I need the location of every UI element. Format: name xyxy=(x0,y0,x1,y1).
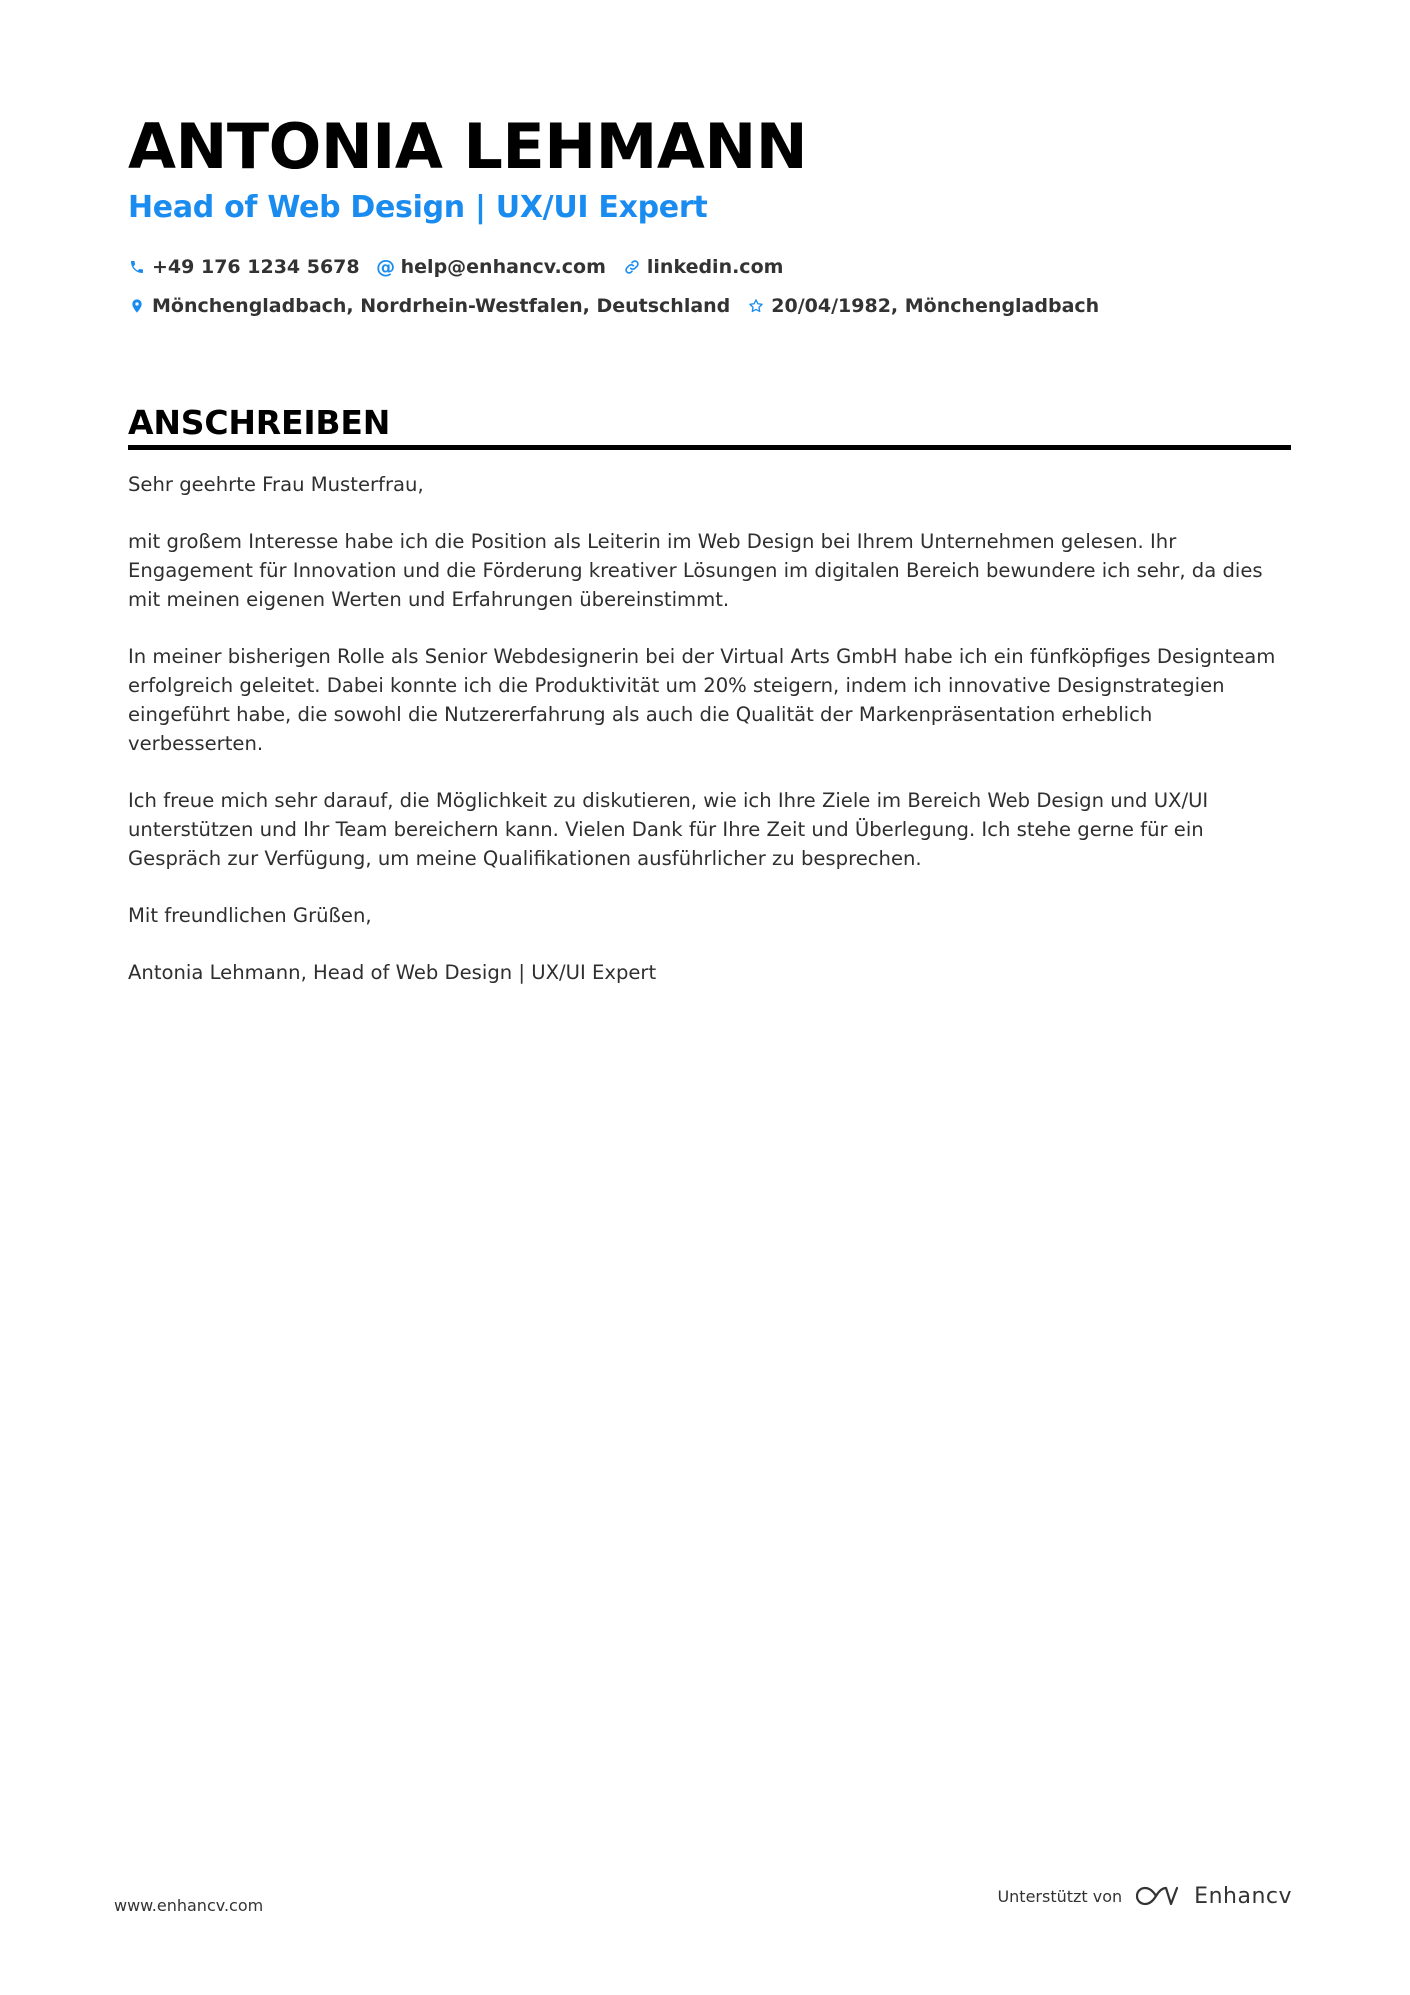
contact-location xyxy=(128,295,730,317)
letter-paragraph-2: In meiner bisherigen Rolle als Senior Webdesignerin bei der Virtual Arts GmbH habe ich ein fünfköpfiges Designteam erfolgreich geleitet. Dabei konnte ich die Produktivität um 20% steigern, indem ich innovative Designstrategien eingeführt habe, die sowohl die Nutzererfahrung als auch die Qualität der Markenpräsentation erheblich verbesserten. xyxy=(128,645,1276,755)
enhancv-logo-icon xyxy=(1134,1883,1194,1909)
contact-email xyxy=(377,256,606,278)
letter-body xyxy=(128,470,1291,987)
section-divider xyxy=(128,445,1291,450)
birth-text: 20/04/1982, Mönchengladbach xyxy=(771,294,1100,317)
section-title: ANSCHREIBEN xyxy=(128,403,391,442)
contact-link xyxy=(623,256,784,278)
linkedin-link[interactable]: linkedin.com xyxy=(646,255,784,278)
brand-name: Enhancv xyxy=(1194,1883,1292,1909)
letter-salutation: Sehr geehrte Frau Musterfrau, xyxy=(128,473,424,496)
powered-by-label: Unterstützt von xyxy=(997,1886,1123,1906)
contact-row-1 xyxy=(128,247,1291,286)
letter-closing: Mit freundlichen Grüßen, xyxy=(128,904,372,927)
footer-website[interactable]: www.enhancv.com xyxy=(114,1896,264,1915)
letter-paragraph-3: Ich freue mich sehr darauf, die Möglichkeit zu diskutieren, wie ich Ihre Ziele im Bereich Web Design und UX/UI unterstützen und Ihr Team bereichern kann. Vielen Dank für Ihre Zeit und Überlegung. Ich stehe gerne für ein Gespräch zur Verfügung, um meine Qualifikationen ausführlicher zu besprechen. xyxy=(128,789,1209,870)
email-link[interactable]: help@enhancv.com xyxy=(400,255,606,278)
letter-paragraph-1: mit großem Interesse habe ich die Position als Leiterin im Web Design bei Ihrem Unternehmen gelesen. Ihr Engagement für Innovation und die Förderung kreativer Lösungen im digitalen Bereich bewundere ich sehr, da dies mit meinen eigenen Werten und Erfahrungen übereinstimmt. xyxy=(128,530,1263,611)
phone-icon xyxy=(128,258,146,276)
contact-birth xyxy=(747,295,1099,317)
at-icon: @ xyxy=(376,255,396,278)
location-text: Mönchengladbach, Nordrhein-Westfalen, Deutschland xyxy=(152,294,731,317)
contact-phone xyxy=(128,256,360,278)
contact-row-2 xyxy=(128,286,1291,325)
letter-signature: Antonia Lehmann, Head of Web Design | UX/UI Expert xyxy=(128,961,657,984)
link-icon xyxy=(623,258,641,276)
footer-branding xyxy=(997,1883,1292,1909)
resume-page xyxy=(128,110,1291,1015)
phone-number: +49 176 1234 5678 xyxy=(152,255,360,278)
applicant-headline: Head of Web Design | UX/UI Expert xyxy=(128,190,708,225)
location-pin-icon xyxy=(128,297,146,315)
contact-info xyxy=(128,247,1291,325)
applicant-name: ANTONIA LEHMANN xyxy=(128,110,808,183)
star-icon xyxy=(747,297,765,315)
